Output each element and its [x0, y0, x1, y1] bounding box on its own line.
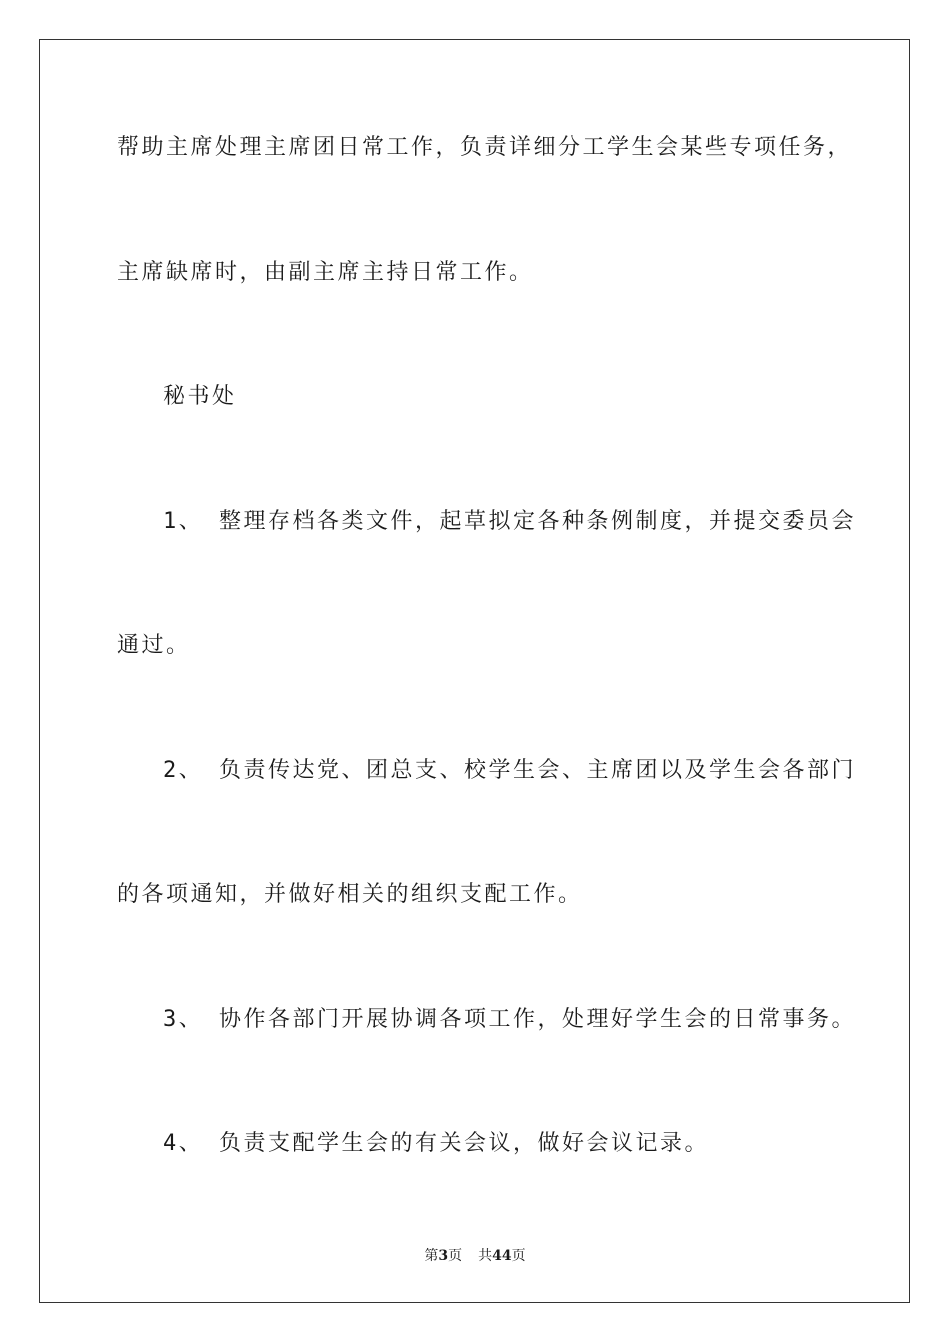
page-footer [0, 1246, 950, 1266]
page-suffix: 页 [448, 1248, 463, 1264]
paragraph-line: 帮助主席处理主席团日常工作，负责详细分工学生会某些专项任务， [117, 135, 853, 160]
page-border [39, 39, 910, 1303]
total-prefix: 共 [478, 1248, 493, 1264]
list-item: 1、 整理存档各类文件，起草拟定各种条例制度，并提交委员会 [163, 509, 856, 534]
list-item: 2、 负责传达党、团总支、校学生会、主席团以及学生会各部门 [163, 758, 856, 783]
paragraph-line: 通过。 [117, 633, 191, 658]
page-prefix: 第 [424, 1248, 439, 1264]
list-item: 4、 负责支配学生会的有关会议，做好会议记录。 [163, 1131, 709, 1156]
page-number: 3 [438, 1248, 449, 1264]
list-item: 3、 协作各部门开展协调各项工作，处理好学生会的日常事务。 [163, 1007, 856, 1032]
total-pages: 44 [492, 1248, 512, 1264]
paragraph-line: 的各项通知，并做好相关的组织支配工作。 [117, 882, 583, 907]
section-heading: 秘书处 [163, 384, 237, 409]
paragraph-line: 主席缺席时，由副主席主持日常工作。 [117, 260, 534, 285]
total-suffix: 页 [511, 1248, 526, 1264]
